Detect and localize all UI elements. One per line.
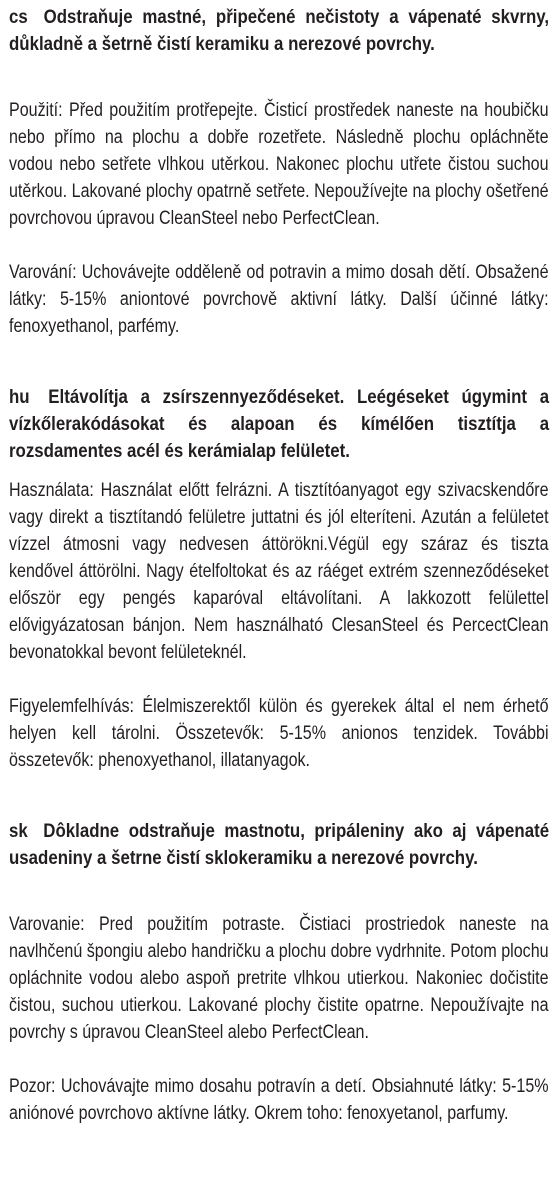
usage-paragraph-wrap [9, 477, 549, 693]
usage-paragraph-wrap [9, 97, 549, 259]
warning-text: Uchovávajte mimo dosahu potravín a detí. Obsiahnuté látky: 5-15% aniónové povrchovo aktívne látky. Okrem toho: fenoxyetanol, parfumy. [9, 1075, 549, 1124]
section-heading [9, 4, 549, 58]
warning-paragraph [9, 1073, 549, 1127]
section-hu [9, 384, 549, 801]
usage-text: Pred použitím potraste. Čistiaci prostriedok naneste na navlhčenú špongiu alebo handričku a plochu dobre vydrhnite. Potom plochu opláchnite vodou alebo aspoň pretrite vlhkou utierkou. Nakoniec dočistite čistou, suchou utierkou. Lakované plochy čistite opatrne. Nepoužívajte na povrchy s úpravou CleanSteel alebo PerfectClean. [9, 913, 549, 1043]
usage-paragraph [9, 911, 549, 1046]
section-sk [9, 818, 549, 1154]
usage-paragraph [9, 477, 549, 666]
warning-label: Figyelemfelhívás: [9, 695, 135, 717]
usage-text: Használat előtt felrázni. A tisztítóanyagot egy szivacskendőre vagy direkt a tisztítandó felületre juttatni és jól elteríteni. Azután a felületet vízzel átmosni vagy nedvesen áttörökni.Végül egy száraz és tiszta kendővel áttörölni. Nagy ételfoltokat és az ráéget extrém szenneződéseket először egy pengés kaparóval eltávolítani. A lakkozott felülettel elővigyázatosan bánjon. Nem használható ClesanSteel és PercectClean bevonatokkal bevont felületeknél. [9, 479, 549, 663]
section-heading [9, 384, 549, 465]
section-cs [9, 4, 549, 367]
usage-label: Használata: [9, 479, 94, 501]
language-code: cs [9, 6, 28, 28]
warning-paragraph-wrap [9, 1073, 549, 1154]
usage-label: Varovanie: [9, 913, 85, 935]
section-gap [9, 801, 549, 818]
language-code: sk [9, 820, 28, 842]
heading-text: Eltávolítja a zsírszennyeződéseket. Leégéseket úgymint a vízkőlerakódásokat és alapoan és kímélően tisztítja a rozsdamentes acél és kerámialap felületet. [9, 386, 550, 462]
usage-text: Před použitím protřepejte. Čisticí prostředek naneste na houbičku nebo přímo na plochu a dobře rozetřete. Následně plochu opláchněte vodou nebo setřete vlhkou utěrkou. Nakonec plochu utřete čistou suchou utěrkou. Lakované plochy opatrně setřete. Nepoužívejte na plochy ošetřené povrchovou úpravou CleanSteel nebo PerfectClean. [9, 99, 549, 229]
usage-paragraph-wrap [9, 911, 549, 1073]
warning-text: Uchovávejte odděleně od potravin a mimo dosah dětí. Obsažené látky: 5-15% aniontové povrchově aktivní látky. Další účinné látky: fenoxyethanol, parfémy. [9, 261, 549, 337]
section-gap [9, 367, 549, 384]
warning-label: Pozor: [9, 1075, 56, 1097]
heading-text: Odstraňuje mastné, připečené nečistoty a vápenaté skvrny, důkladně a šetrně čistí keramiku a nerezové povrchy. [9, 6, 550, 55]
usage-paragraph [9, 97, 549, 232]
heading-text: Dôkladne odstraňuje mastnotu, pripáleniny ako aj vápenaté usadeniny a šetrne čistí sklokeramiku a nerezové povrchy. [9, 820, 550, 869]
section-heading [9, 818, 549, 872]
section-heading-wrap [9, 818, 549, 911]
section-heading-wrap [9, 4, 549, 97]
warning-paragraph [9, 259, 549, 340]
warning-paragraph-wrap [9, 259, 549, 367]
warning-label: Varování: [9, 261, 77, 283]
section-heading-wrap [9, 384, 549, 477]
warning-text: Élelmiszerektől külön és gyerekek által el nem érhető helyen kell tárolni. Összetevők: 5-15% anionos tenzidek. További összetevők: phenoxyethanol, illatanyagok. [9, 695, 549, 771]
warning-paragraph [9, 693, 549, 774]
warning-paragraph-wrap [9, 693, 549, 801]
usage-label: Použití: [9, 99, 63, 121]
language-code: hu [9, 386, 30, 408]
